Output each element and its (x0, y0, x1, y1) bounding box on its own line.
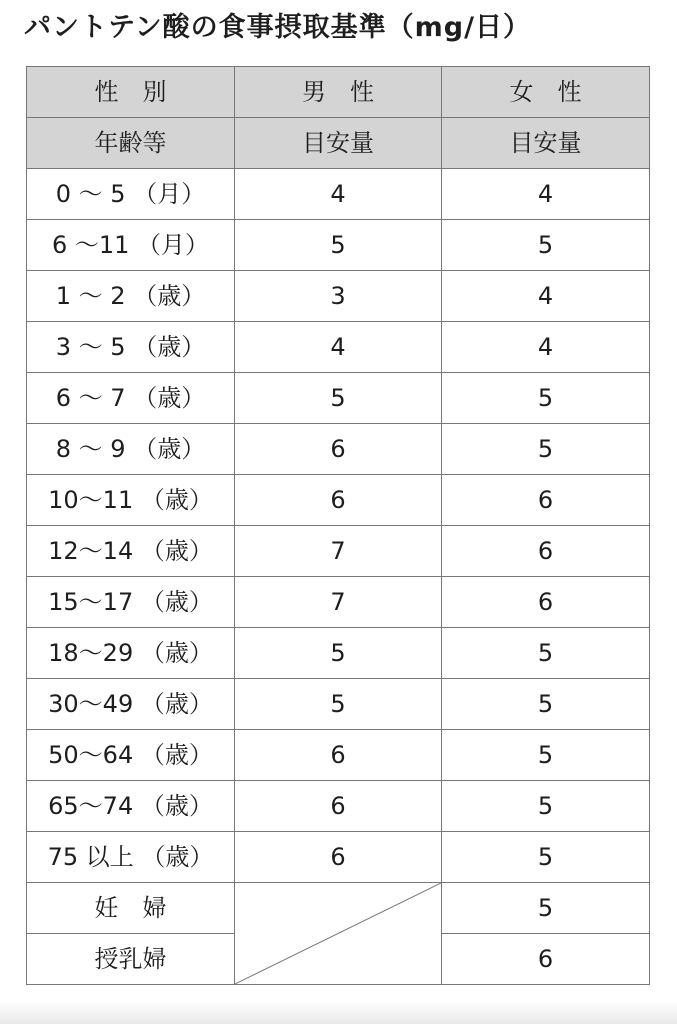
male-value-cell: 4 (235, 169, 442, 220)
female-value-cell: 5 (442, 883, 650, 934)
male-value-cell: 4 (235, 322, 442, 373)
special-label-cell: 妊 婦 (27, 883, 235, 934)
special-label-cell: 授乳婦 (27, 934, 235, 985)
table-row (27, 883, 650, 934)
header-row-measure (27, 118, 650, 169)
age-cell: 65～74 （歳） (27, 781, 235, 832)
table-row (27, 475, 650, 526)
male-value-cell: 6 (235, 475, 442, 526)
age-cell: 0 ～ 5 （月） (27, 169, 235, 220)
male-value-cell: 5 (235, 679, 442, 730)
age-cell: 15～17 （歳） (27, 577, 235, 628)
table-row (27, 271, 650, 322)
table-row (27, 220, 650, 271)
not-applicable-diagonal-cell (235, 883, 442, 985)
female-value-cell: 4 (442, 322, 650, 373)
header-cell-age-group: 年齢等 (27, 118, 235, 169)
male-value-cell: 5 (235, 220, 442, 271)
header-cell-female: 女 性 (442, 67, 650, 118)
header-cell-male: 男 性 (235, 67, 442, 118)
female-value-cell: 5 (442, 424, 650, 475)
male-value-cell: 7 (235, 577, 442, 628)
age-cell: 12～14 （歳） (27, 526, 235, 577)
age-cell: 3 ～ 5 （歳） (27, 322, 235, 373)
bottom-shadow (0, 1000, 677, 1024)
female-value-cell: 5 (442, 781, 650, 832)
diagonal-line (235, 883, 441, 984)
table-row (27, 730, 650, 781)
header-cell-female-adequate-intake: 目安量 (442, 118, 650, 169)
female-value-cell: 5 (442, 730, 650, 781)
age-cell: 30～49 （歳） (27, 679, 235, 730)
age-cell: 75 以上 （歳） (27, 832, 235, 883)
table-row (27, 169, 650, 220)
male-value-cell: 6 (235, 832, 442, 883)
age-cell: 10～11 （歳） (27, 475, 235, 526)
female-value-cell: 6 (442, 577, 650, 628)
table-row (27, 373, 650, 424)
female-value-cell: 5 (442, 832, 650, 883)
age-cell: 50～64 （歳） (27, 730, 235, 781)
male-value-cell: 6 (235, 424, 442, 475)
female-value-cell: 6 (442, 526, 650, 577)
male-value-cell: 5 (235, 628, 442, 679)
female-value-cell: 5 (442, 373, 650, 424)
age-cell: 18～29 （歳） (27, 628, 235, 679)
table-row (27, 628, 650, 679)
page-title: パントテン酸の食事摂取基準（mg/日） (24, 12, 531, 43)
table-row (27, 679, 650, 730)
male-value-cell: 6 (235, 730, 442, 781)
female-value-cell: 6 (442, 934, 650, 985)
age-cell: 6 ～11 （月） (27, 220, 235, 271)
table-row (27, 526, 650, 577)
female-value-cell: 5 (442, 628, 650, 679)
header-row-sex (27, 67, 650, 118)
table-row (27, 781, 650, 832)
header-cell-male-adequate-intake: 目安量 (235, 118, 442, 169)
table-row (27, 832, 650, 883)
intake-table (26, 66, 650, 985)
male-value-cell: 3 (235, 271, 442, 322)
table-row (27, 577, 650, 628)
age-cell: 1 ～ 2 （歳） (27, 271, 235, 322)
female-value-cell: 4 (442, 169, 650, 220)
age-cell: 6 ～ 7 （歳） (27, 373, 235, 424)
female-value-cell: 6 (442, 475, 650, 526)
table-row (27, 424, 650, 475)
female-value-cell: 4 (442, 271, 650, 322)
female-value-cell: 5 (442, 679, 650, 730)
male-value-cell: 6 (235, 781, 442, 832)
age-cell: 8 ～ 9 （歳） (27, 424, 235, 475)
female-value-cell: 5 (442, 220, 650, 271)
header-cell-sex: 性 別 (27, 67, 235, 118)
male-value-cell: 5 (235, 373, 442, 424)
male-value-cell: 7 (235, 526, 442, 577)
table-row (27, 322, 650, 373)
